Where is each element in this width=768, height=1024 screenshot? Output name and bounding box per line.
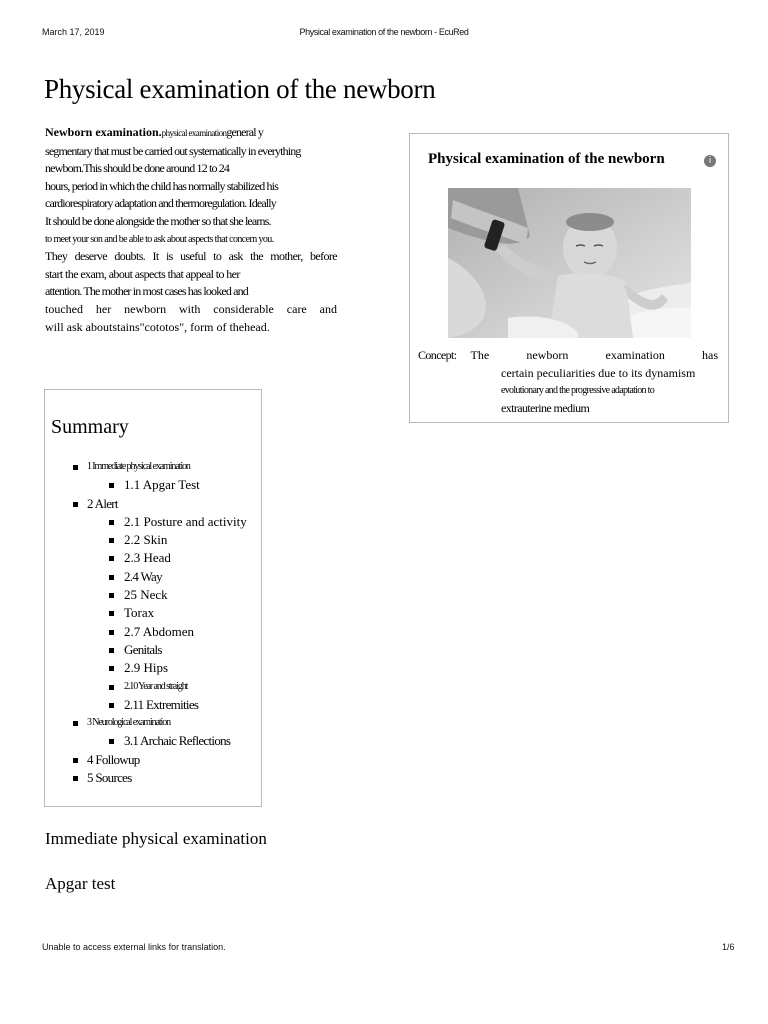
summary-box (44, 389, 262, 807)
bullet-icon (109, 593, 114, 598)
summary-item-label: 2.4 Way (124, 568, 162, 584)
page-title: Physical examination of the newborn (44, 74, 436, 104)
header-date: March 17, 2019 (42, 27, 105, 37)
summary-item[interactable] (45, 714, 263, 732)
summary-item-label: 4 Followup (87, 751, 140, 767)
intro-line: It should be done alongside the mother so that she learns. (45, 213, 271, 228)
infobox-concept (418, 347, 718, 417)
intro-bold-lead: Newborn examination. (45, 125, 162, 139)
summary-item[interactable] (45, 531, 263, 549)
section-heading-apgar-test: Apgar test (45, 874, 116, 893)
summary-item-label: 2 Alert (87, 495, 118, 511)
concept-line: evolutionary and the progressive adaptation to (501, 385, 655, 396)
bullet-icon (109, 538, 114, 543)
newborn-photo-graphic (448, 188, 691, 338)
info-icon[interactable]: i (704, 155, 716, 167)
intro-paragraph (45, 124, 337, 336)
summary-item[interactable] (45, 476, 263, 494)
intro-line: They deserve doubts. It is useful to ask the mother, before (45, 249, 337, 264)
newborn-photo (448, 188, 691, 338)
bullet-icon (73, 758, 78, 763)
summary-item[interactable] (45, 586, 263, 604)
summary-item[interactable] (45, 623, 263, 641)
summary-item-label: Torax (124, 605, 155, 621)
section-heading-immediate-exam: Immediate physical examination (45, 829, 267, 848)
summary-item-label: 2.11 Extremities (124, 696, 199, 712)
intro-line: attention. The mother in most cases has looked and (45, 284, 248, 299)
summary-item[interactable] (45, 696, 263, 714)
bullet-icon (73, 721, 78, 726)
summary-item[interactable] (45, 641, 263, 659)
bullet-icon (109, 703, 114, 708)
summary-item[interactable] (45, 732, 263, 750)
summary-item[interactable] (45, 604, 263, 622)
bullet-icon (109, 611, 114, 616)
summary-item-label: 5 Sources (87, 770, 132, 786)
bullet-icon (73, 502, 78, 507)
intro-line: will ask aboutstains"cototos", form of thehead. (45, 319, 270, 334)
summary-item-label: 2.2 Skin (124, 532, 168, 548)
intro-line: newborn.This should be done around 12 to 24 (45, 161, 230, 176)
bullet-icon (109, 520, 114, 525)
summary-title: Summary (51, 416, 129, 438)
bullet-icon (73, 465, 78, 470)
summary-item-label: 2.7 Abdomen (124, 623, 195, 639)
footer-note: Unable to access external links for translation. (42, 942, 226, 952)
summary-item-label: 1 Immediate physical examination (87, 461, 190, 472)
summary-item[interactable] (45, 751, 263, 769)
summary-item[interactable] (45, 549, 263, 567)
summary-item[interactable] (45, 678, 263, 696)
summary-item-label: 2.10 Year and straight (124, 680, 188, 692)
summary-item-label: 2.9 Hips (124, 660, 169, 676)
intro-line: to meet your son and be able to ask about aspects that concern you. (45, 233, 274, 245)
intro-line: cardiorespiratory adaptation and thermoregulation. Ideally (45, 196, 276, 211)
summary-item[interactable] (45, 568, 263, 586)
intro-line: physical examination (161, 128, 227, 138)
concept-line: The newborn examination has (470, 348, 718, 362)
infobox (409, 133, 729, 423)
summary-item-label: 2.3 Head (124, 550, 171, 566)
intro-line: general y (226, 125, 264, 139)
summary-item[interactable] (45, 458, 263, 476)
bullet-icon (109, 666, 114, 671)
summary-item[interactable] (45, 659, 263, 677)
bullet-icon (109, 575, 114, 580)
summary-item[interactable] (45, 495, 263, 513)
concept-label: Concept: (418, 348, 457, 362)
intro-line: segmentary that must be carried out systematically in everything (45, 143, 301, 158)
summary-item-label: 2.1 Posture and activity (124, 513, 247, 529)
bullet-icon (109, 739, 114, 744)
bullet-icon (109, 556, 114, 561)
bullet-icon (109, 630, 114, 635)
summary-item-label: 3 Neurological examination (87, 717, 171, 729)
summary-list (45, 458, 263, 787)
intro-line: hours, period in which the child has normally stabilized his (45, 178, 278, 193)
summary-item[interactable] (45, 769, 263, 787)
concept-line: extrauterine medium (501, 400, 590, 415)
infobox-title: Physical examination of the newborn (428, 151, 665, 167)
bullet-icon (73, 776, 78, 781)
summary-item-label: 25 Neck (124, 587, 168, 603)
concept-line: certain peculiarities due to its dynamism (501, 365, 696, 380)
summary-item-label: 1.1 Apgar Test (124, 477, 200, 493)
bullet-icon (109, 483, 114, 488)
bullet-icon (109, 648, 114, 653)
summary-item-label: 3.1 Archaic Reflections (124, 733, 231, 749)
summary-item-label: Genitals (124, 641, 162, 657)
intro-line: touched her newborn with considerable care and (45, 301, 337, 316)
bullet-icon (109, 685, 114, 690)
intro-line: start the exam, about aspects that appeal to her (45, 266, 240, 281)
page-number: 1/6 (722, 942, 735, 952)
header-document-title: Physical examination of the newborn - EcuRed (299, 27, 469, 37)
summary-item[interactable] (45, 513, 263, 531)
